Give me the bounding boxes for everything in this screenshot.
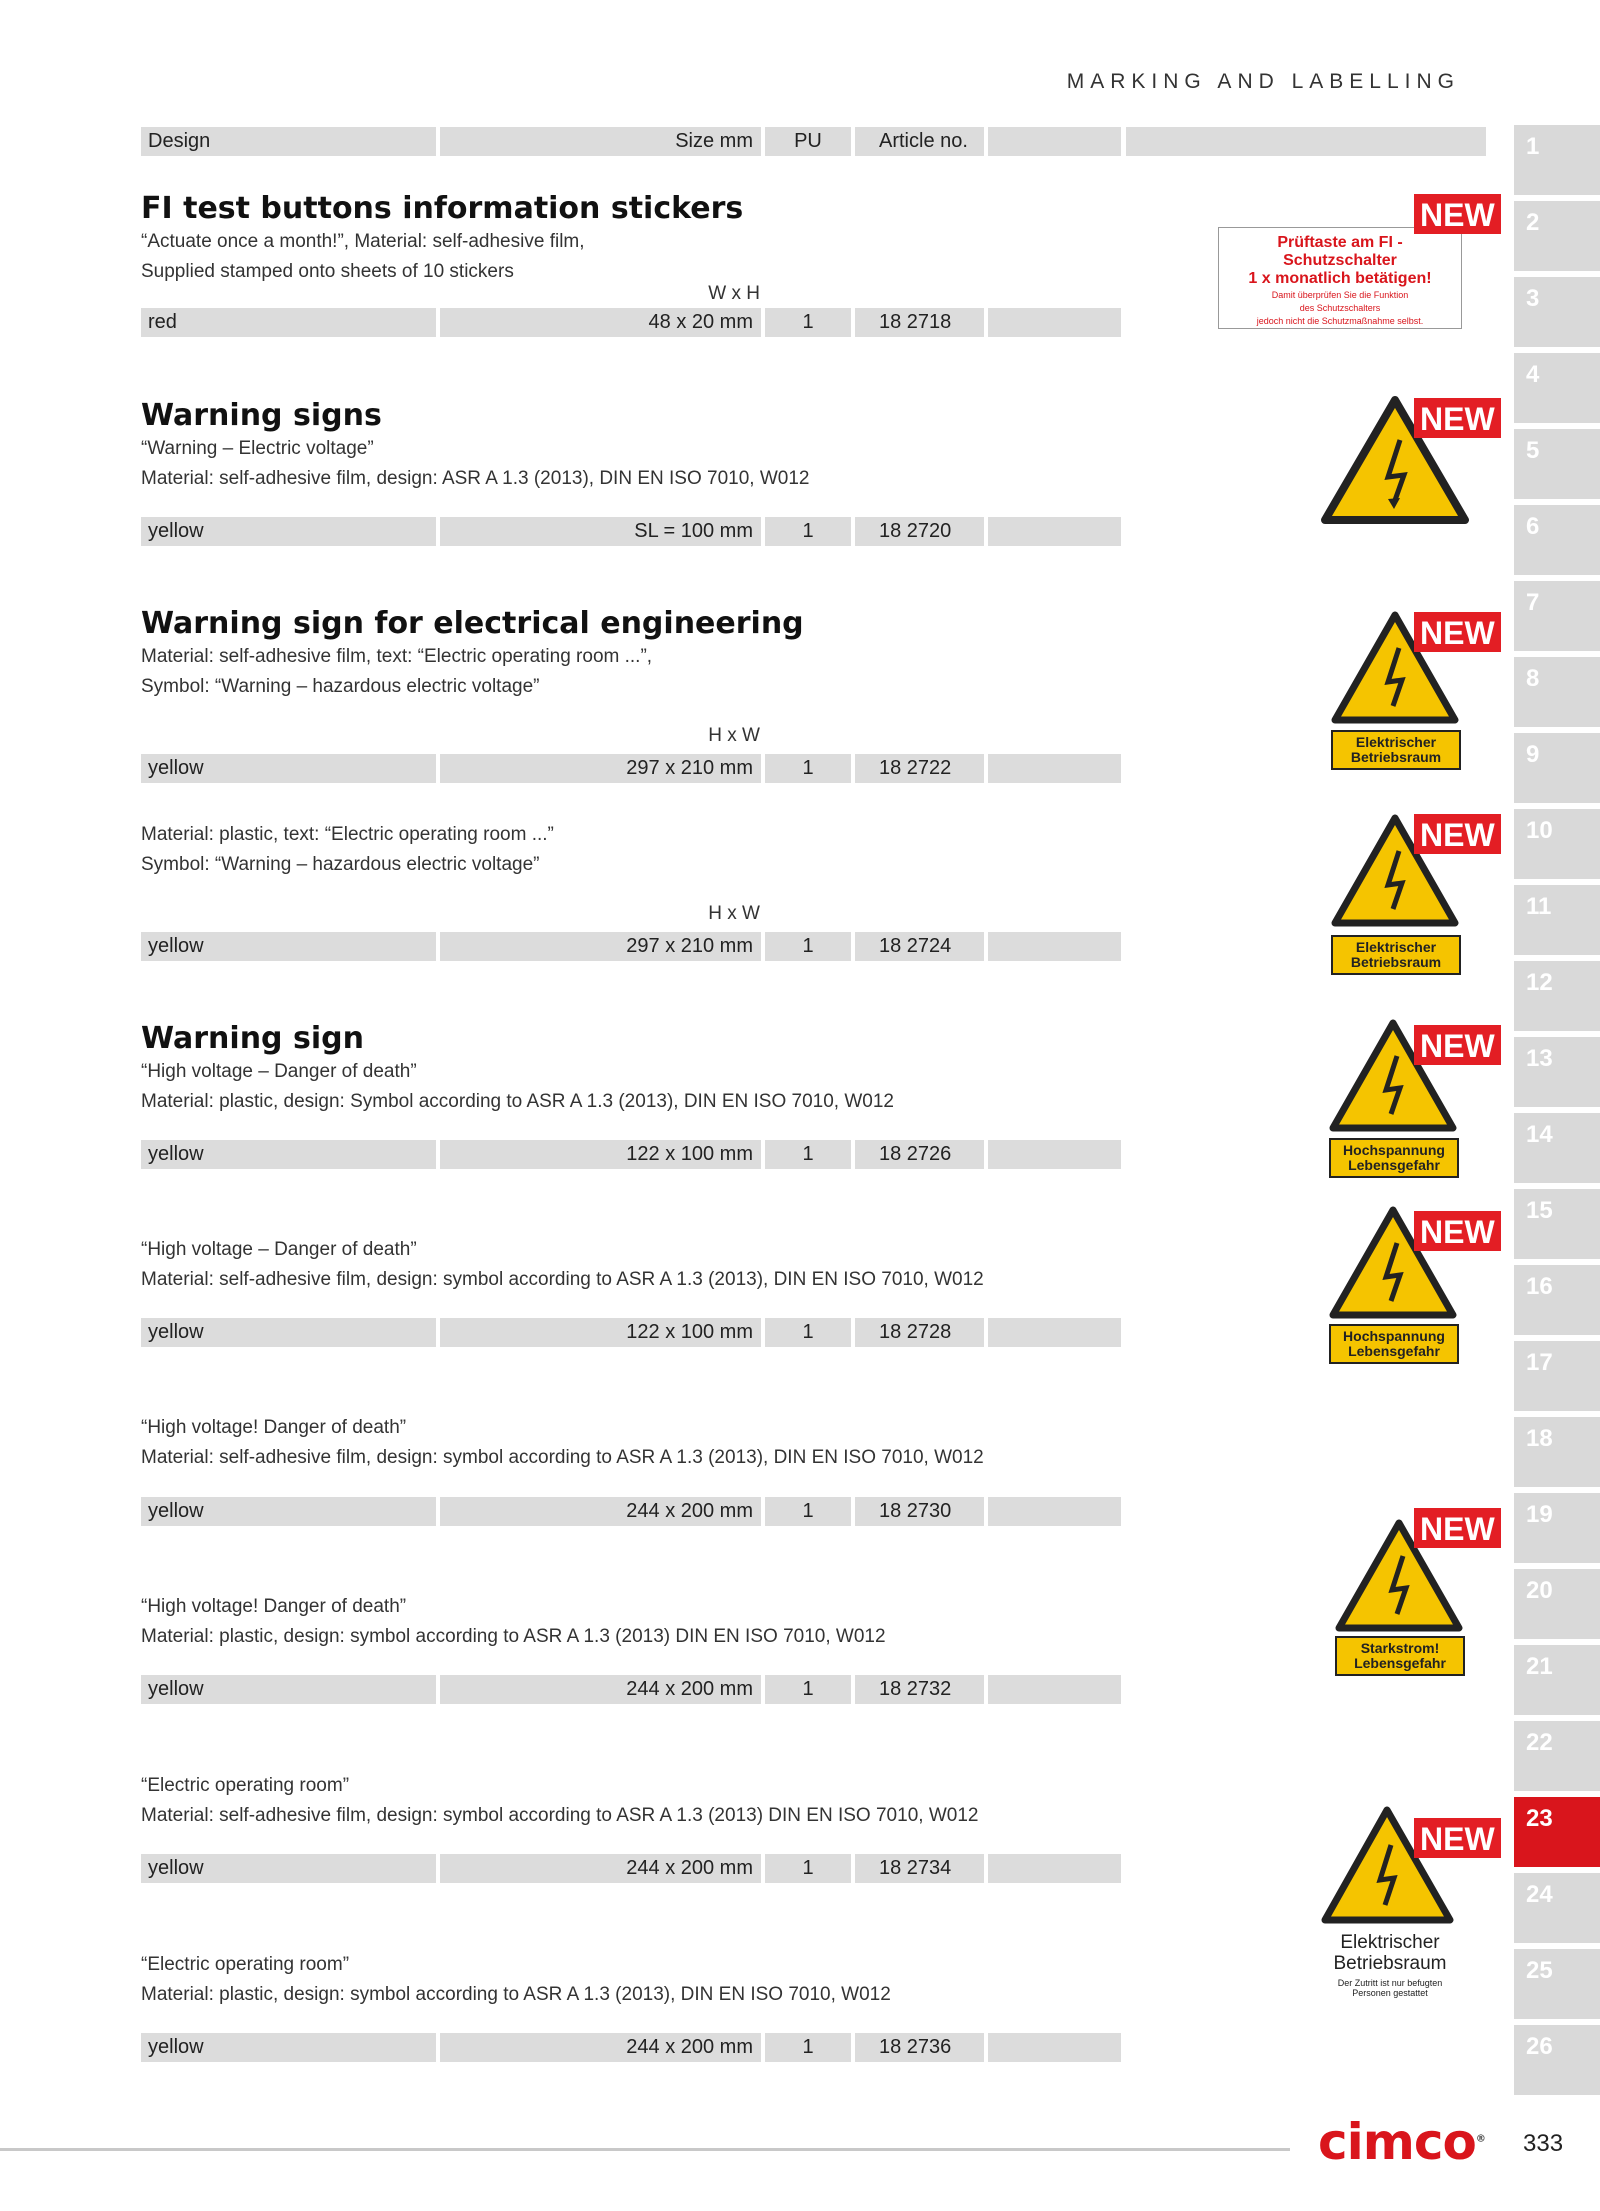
cell-design: yellow	[141, 1318, 436, 1347]
cell-pu: 1	[765, 517, 851, 546]
cell-blank	[988, 517, 1121, 546]
description: Symbol: “Warning – hazardous electric voltage”	[141, 854, 540, 875]
dimension-label: H x W	[708, 903, 760, 924]
cell-size: 244 x 200 mm	[440, 1854, 761, 1883]
cell-pu: 1	[765, 754, 851, 783]
description: Material: plastic, text: “Electric operating room ...”	[141, 824, 554, 845]
sign-caption-small: Der Zutritt ist nur befugten	[1337, 1978, 1443, 1988]
cell-design: yellow	[141, 1140, 436, 1169]
description: Material: plastic, design: Symbol according to ASR A 1.3 (2013), DIN EN ISO 7010, W012	[141, 1091, 894, 1112]
sign-text-panel: Elektrischer Betriebsraum	[1331, 730, 1461, 770]
header-blank-wide	[1126, 127, 1486, 156]
cell-blank	[988, 2033, 1121, 2062]
description: “Warning – Electric voltage”	[141, 438, 374, 459]
cell-design: red	[141, 308, 436, 337]
tab-chapter[interactable]: 10	[1514, 809, 1600, 879]
sign-caption: Elektrischer	[1340, 1932, 1440, 1953]
new-badge: NEW	[1414, 1211, 1501, 1251]
cell-article: 18 2728	[855, 1318, 984, 1347]
cell-size: 244 x 200 mm	[440, 1497, 761, 1526]
tab-chapter[interactable]: 24	[1514, 1873, 1600, 1943]
description: “High voltage! Danger of death”	[141, 1417, 407, 1438]
new-badge: NEW	[1414, 398, 1501, 438]
new-badge: NEW	[1414, 1508, 1501, 1548]
dimension-label: W x H	[708, 283, 760, 304]
tab-chapter[interactable]: 9	[1514, 733, 1600, 803]
tab-chapter[interactable]: 25	[1514, 1949, 1600, 2019]
cimco-logo	[1318, 2113, 1485, 2171]
new-badge: NEW	[1414, 1025, 1501, 1065]
cell-size: SL = 100 mm	[440, 517, 761, 546]
cell-blank	[988, 308, 1121, 337]
tab-chapter[interactable]: 8	[1514, 657, 1600, 727]
tab-chapter[interactable]: 15	[1514, 1189, 1600, 1259]
sticker-line: des Schutzschalters	[1299, 303, 1381, 313]
section-title: MARKING AND LABELLING	[1066, 70, 1460, 93]
tab-chapter[interactable]: 19	[1514, 1493, 1600, 1563]
tab-chapter[interactable]: 20	[1514, 1569, 1600, 1639]
cell-pu: 1	[765, 1675, 851, 1704]
cell-article: 18 2722	[855, 754, 984, 783]
cell-size: 244 x 200 mm	[440, 2033, 761, 2062]
tab-chapter[interactable]: 14	[1514, 1113, 1600, 1183]
cell-size: 48 x 20 mm	[440, 308, 761, 337]
sticker-line: Damit überprüfen Sie die Funktion	[1271, 290, 1409, 300]
cell-blank	[988, 1318, 1121, 1347]
footer-divider	[0, 2148, 1290, 2151]
tab-chapter[interactable]: 6	[1514, 505, 1600, 575]
dimension-label: H x W	[708, 725, 760, 746]
sign-caption: Betriebsraum	[1333, 1953, 1447, 1974]
description: “Electric operating room”	[141, 1954, 350, 1975]
cell-pu: 1	[765, 1318, 851, 1347]
tab-chapter[interactable]: 3	[1514, 277, 1600, 347]
tab-chapter[interactable]: 17	[1514, 1341, 1600, 1411]
section-heading: FI test buttons information stickers	[141, 191, 744, 226]
cell-pu: 1	[765, 2033, 851, 2062]
cell-size: 297 x 210 mm	[440, 754, 761, 783]
cell-pu: 1	[765, 1497, 851, 1526]
tab-chapter[interactable]: 12	[1514, 961, 1600, 1031]
cell-design: yellow	[141, 932, 436, 961]
description: Material: self-adhesive film, design: symbol according to ASR A 1.3 (2013) DIN EN ISO 7010, W012	[141, 1805, 979, 1826]
tab-chapter[interactable]: 26	[1514, 2025, 1600, 2095]
description: Material: self-adhesive film, design: symbol according to ASR A 1.3 (2013), DIN EN ISO 7010, W012	[141, 1447, 984, 1468]
sign-text-panel: Elektrischer Betriebsraum	[1331, 935, 1461, 975]
cell-article: 18 2730	[855, 1497, 984, 1526]
page-number: 333	[1523, 2130, 1564, 2157]
registered-mark-icon: ®	[1475, 2133, 1485, 2145]
cell-article: 18 2726	[855, 1140, 984, 1169]
sign-text-panel: Hochspannung Lebensgefahr	[1329, 1138, 1459, 1178]
tab-chapter[interactable]: 18	[1514, 1417, 1600, 1487]
sign-caption-small: Personen gestattet	[1352, 1988, 1428, 1998]
header-article: Article no.	[855, 127, 984, 156]
description: “High voltage – Danger of death”	[141, 1239, 417, 1260]
cell-size: 122 x 100 mm	[440, 1140, 761, 1169]
header-blank	[988, 127, 1121, 156]
cell-design: yellow	[141, 754, 436, 783]
tab-chapter[interactable]: 16	[1514, 1265, 1600, 1335]
cell-article: 18 2736	[855, 2033, 984, 2062]
sign-text-panel: Starkstrom! Lebensgefahr	[1335, 1636, 1465, 1676]
cell-article: 18 2732	[855, 1675, 984, 1704]
logo-text: cimco	[1318, 2113, 1476, 2171]
cell-article: 18 2720	[855, 517, 984, 546]
new-badge: NEW	[1414, 814, 1501, 854]
new-badge: NEW	[1414, 1818, 1501, 1858]
cell-design: yellow	[141, 517, 436, 546]
cell-blank	[988, 1497, 1121, 1526]
cell-design: yellow	[141, 1854, 436, 1883]
description: “Electric operating room”	[141, 1775, 350, 1796]
tab-chapter[interactable]: 11	[1514, 885, 1600, 955]
tab-chapter[interactable]: 22	[1514, 1721, 1600, 1791]
description: Material: self-adhesive film, text: “Electric operating room ...”,	[141, 646, 653, 667]
cell-design: yellow	[141, 1675, 436, 1704]
sign-text-panel: Hochspannung Lebensgefahr	[1329, 1324, 1459, 1364]
cell-pu: 1	[765, 932, 851, 961]
header-size: Size mm	[440, 127, 761, 156]
description: Material: plastic, design: symbol according to ASR A 1.3 (2013) DIN EN ISO 7010, W012	[141, 1626, 886, 1647]
tab-chapter[interactable]: 1	[1514, 125, 1600, 195]
section-heading: Warning signs	[141, 398, 382, 433]
description: Material: plastic, design: symbol according to ASR A 1.3 (2013), DIN EN ISO 7010, W012	[141, 1984, 891, 2005]
cell-pu: 1	[765, 308, 851, 337]
cell-blank	[988, 1854, 1121, 1883]
cell-blank	[988, 1675, 1121, 1704]
header-pu: PU	[765, 127, 851, 156]
tab-chapter[interactable]: 5	[1514, 429, 1600, 499]
cell-size: 122 x 100 mm	[440, 1318, 761, 1347]
description: “High voltage – Danger of death”	[141, 1061, 417, 1082]
cell-article: 18 2734	[855, 1854, 984, 1883]
fi-sticker-image	[1218, 227, 1462, 329]
sticker-line: jedoch nicht die Schutzmaßnahme selbst.	[1256, 316, 1424, 326]
cell-design: yellow	[141, 2033, 436, 2062]
description: Supplied stamped onto sheets of 10 stickers	[141, 261, 514, 282]
cell-blank	[988, 1140, 1121, 1169]
header-design: Design	[141, 127, 436, 156]
cell-article: 18 2724	[855, 932, 984, 961]
cell-design: yellow	[141, 1497, 436, 1526]
cell-size: 297 x 210 mm	[440, 932, 761, 961]
tab-chapter[interactable]: 13	[1514, 1037, 1600, 1107]
section-heading: Warning sign for electrical engineering	[141, 606, 804, 641]
tab-chapter[interactable]: 4	[1514, 353, 1600, 423]
cell-pu: 1	[765, 1854, 851, 1883]
tab-chapter[interactable]: 21	[1514, 1645, 1600, 1715]
cell-pu: 1	[765, 1140, 851, 1169]
tab-chapter[interactable]: 2	[1514, 201, 1600, 271]
description: “High voltage! Danger of death”	[141, 1596, 407, 1617]
description: Material: self-adhesive film, design: symbol according to ASR A 1.3 (2013), DIN EN ISO 7010, W012	[141, 1269, 984, 1290]
description: “Actuate once a month!”, Material: self-adhesive film,	[141, 231, 585, 252]
sticker-line: 1 x monatlich betätigen!	[1248, 270, 1432, 287]
description: Material: self-adhesive film, design: ASR A 1.3 (2013), DIN EN ISO 7010, W012	[141, 468, 810, 489]
sticker-line: Prüftaste am FI - Schutzschalter	[1277, 234, 1403, 269]
cell-blank	[988, 932, 1121, 961]
cell-blank	[988, 754, 1121, 783]
tab-chapter[interactable]: 7	[1514, 581, 1600, 651]
section-heading: Warning sign	[141, 1021, 364, 1056]
cell-size: 244 x 200 mm	[440, 1675, 761, 1704]
tab-chapter-active[interactable]: 23	[1514, 1797, 1600, 1867]
new-badge: NEW	[1414, 612, 1501, 652]
description: Symbol: “Warning – hazardous electric voltage”	[141, 676, 540, 697]
cell-article: 18 2718	[855, 308, 984, 337]
new-badge: NEW	[1414, 194, 1501, 234]
